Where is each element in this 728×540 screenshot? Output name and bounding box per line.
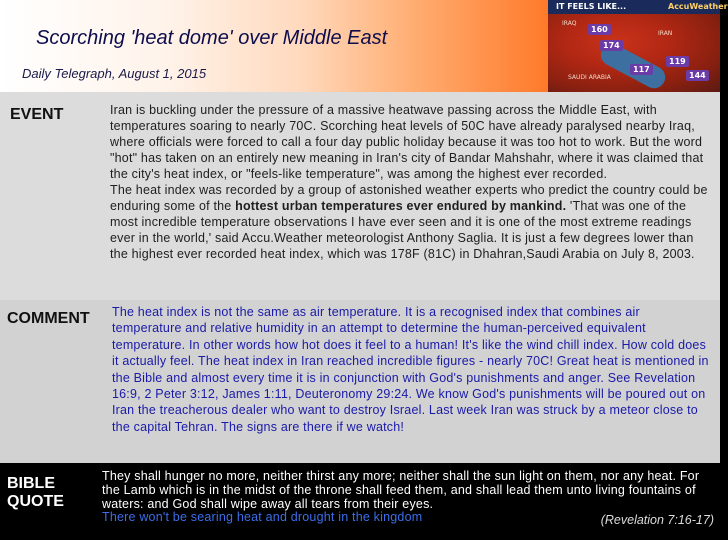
comment-section <box>0 300 720 463</box>
event-label: EVENT <box>10 106 64 123</box>
map-reading-badge: 160 <box>588 24 611 35</box>
map-reading-badge: 119 <box>666 56 689 67</box>
map-reading-badge: 117 <box>630 64 653 75</box>
event-paragraph-2-end: 'That was one of the most incredible temperature observations I have ever seen and it is one of the most extreme readings ever in the world,' said Accu.Weather meteorologist Anthony Saglia. It is just a few degrees lower than the highest ever recorded heat index, which was 178F (81C) in Dhahran,Saudi Arabia on July 8, 2003. <box>110 199 695 261</box>
map-place-label: IRAQ <box>562 20 577 27</box>
map-place-label: IRAN <box>658 30 673 37</box>
quote-note: There won't be searing heat and drought in the kingdom <box>102 510 423 525</box>
event-section <box>0 92 720 300</box>
heat-map-image <box>548 0 728 92</box>
map-banner <box>548 0 728 14</box>
map-place-label: SAUDI ARABIA <box>568 74 611 81</box>
quote-reference: (Revelation 7:16-17) <box>600 513 714 527</box>
map-reading-badge: 174 <box>600 40 623 51</box>
page-title: Scorching 'heat dome' over Middle East <box>36 27 388 49</box>
bible-quote-label: BIBLE QUOTE <box>7 475 64 510</box>
comment-label: COMMENT <box>7 310 90 327</box>
map-reading-badge: 144 <box>686 70 709 81</box>
quote-verse: They shall hunger no more, neither thirst any more; neither shall the sun light on them, nor any heat. For the Lamb which is in the midst of the throne shall feed them, and shall lead them unto living fountains of waters: and God shall wipe away all tears from their eyes. <box>102 469 700 511</box>
map-banner-text: IT FEELS LIKE... <box>556 2 627 11</box>
map-brand-logo: AccuWeather <box>668 2 728 11</box>
event-emphasis: hottest urban temperatures ever endured by mankind. <box>235 199 567 213</box>
source-line: Daily Telegraph, August 1, 2015 <box>22 66 207 81</box>
event-text <box>110 102 710 262</box>
header-banner <box>0 0 548 92</box>
comment-text: The heat index is not the same as air temperature. It is a recognised index that combines air temperature and relative humidity in an attempt to determine the human-perceived equivalent temperature. In other words how hot does it feel to a human! It's like the wind chill index. How cold does it actually feel. The heat index in Iran reached incredible figures - nearly 70C! Great heat is mentioned in the Bible and almost every time it is in conjunction with God's punishments and anger. See Revelation 16:9, 2 Peter 3:12, James 1:11, Deuteronomy 29:24. We know God's punishments will be poured out on Iran the treacherous dealer who want to destroy Israel. Last week Iran was struck by a meteor close to the capital Tehran. The signs are there if we watch! <box>112 305 709 434</box>
event-paragraph-2-start: The heat index was recorded by a group of astonished weather experts who predict the country could be enduring some of the <box>110 183 708 213</box>
bible-quote-section <box>0 463 720 540</box>
event-paragraph-1: Iran is buckling under the pressure of a massive heatwave passing across the Middle East, with temperatures soaring to nearly 70C. Scorching heat levels of 50C have already paralysed nearby Iraq, where officials were forced to call a four day public holiday because it was too hot to work. But the word "hot" has taken on an entirely new meaning in Iran's city of Bandar Mahshahr, where it was claimed that the city's heat index, or "feels-like temperature", was among the highest ever recorded. <box>110 103 704 181</box>
